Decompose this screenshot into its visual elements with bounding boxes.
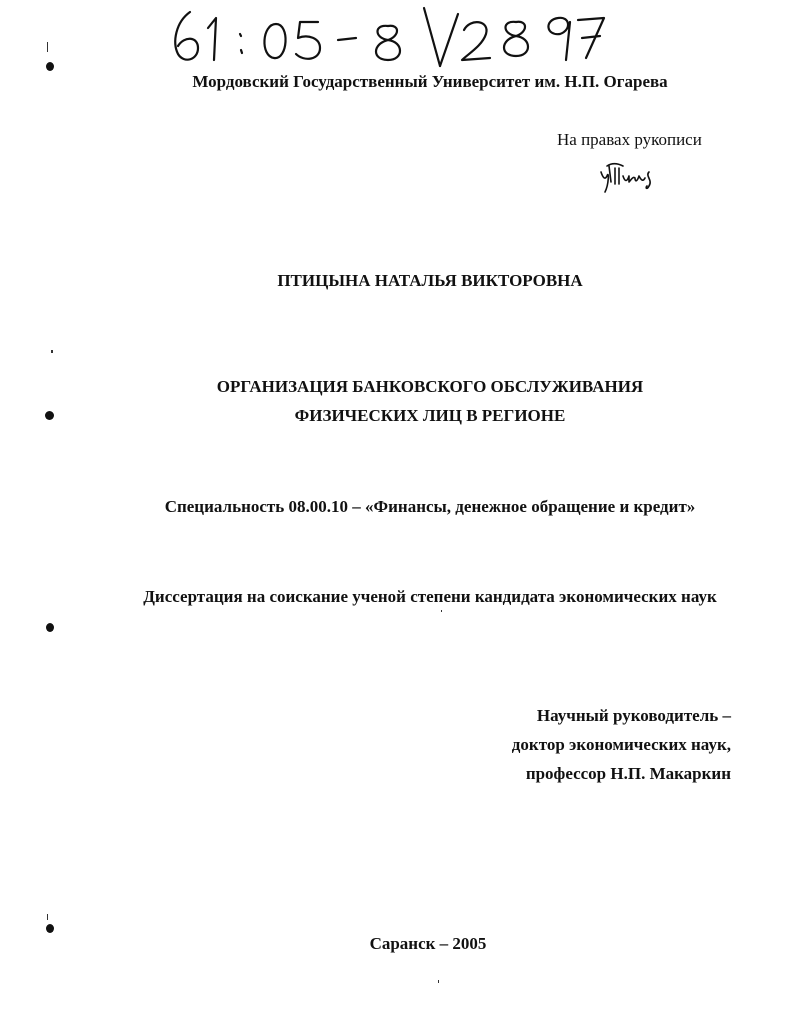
binding-hole-mark (46, 623, 54, 632)
dissertation-title-line-1: ОРГАНИЗАЦИЯ БАНКОВСКОГО ОБСЛУЖИВАНИЯ (216, 377, 644, 396)
specialty-line: Специальность 08.00.10 – «Финансы, денежное обращение и кредит» (164, 497, 696, 516)
scan-speck (47, 914, 48, 920)
advisor-degree: доктор экономических наук, (511, 735, 731, 754)
rights-note: На правах рукописи (557, 130, 702, 149)
binding-hole-mark (46, 924, 54, 933)
author-name: ПТИЦЫНА НАТАЛЬЯ ВИКТОРОВНА (277, 271, 583, 290)
dissertation-title-line-2: ФИЗИЧЕСКИХ ЛИЦ В РЕГИОНЕ (294, 406, 566, 425)
binding-hole-mark (45, 411, 54, 420)
scan-speck (441, 610, 442, 612)
author-signature (597, 158, 661, 194)
city-and-year: Саранск – 2005 (369, 934, 487, 953)
scan-speck (438, 980, 439, 983)
binding-hole-mark (46, 62, 54, 71)
university-name: Мордовский Государственный Университет им. Н.П. Огарева (192, 72, 668, 91)
advisor-name: профессор Н.П. Макаркин (525, 764, 731, 783)
scan-speck (47, 42, 48, 52)
dissertation-type: Диссертация на соискание ученой степени кандидата экономических наук (143, 587, 717, 606)
scan-speck (51, 350, 53, 353)
advisor-role: Научный руководитель – (536, 706, 731, 725)
handwritten-archive-number (168, 6, 608, 68)
